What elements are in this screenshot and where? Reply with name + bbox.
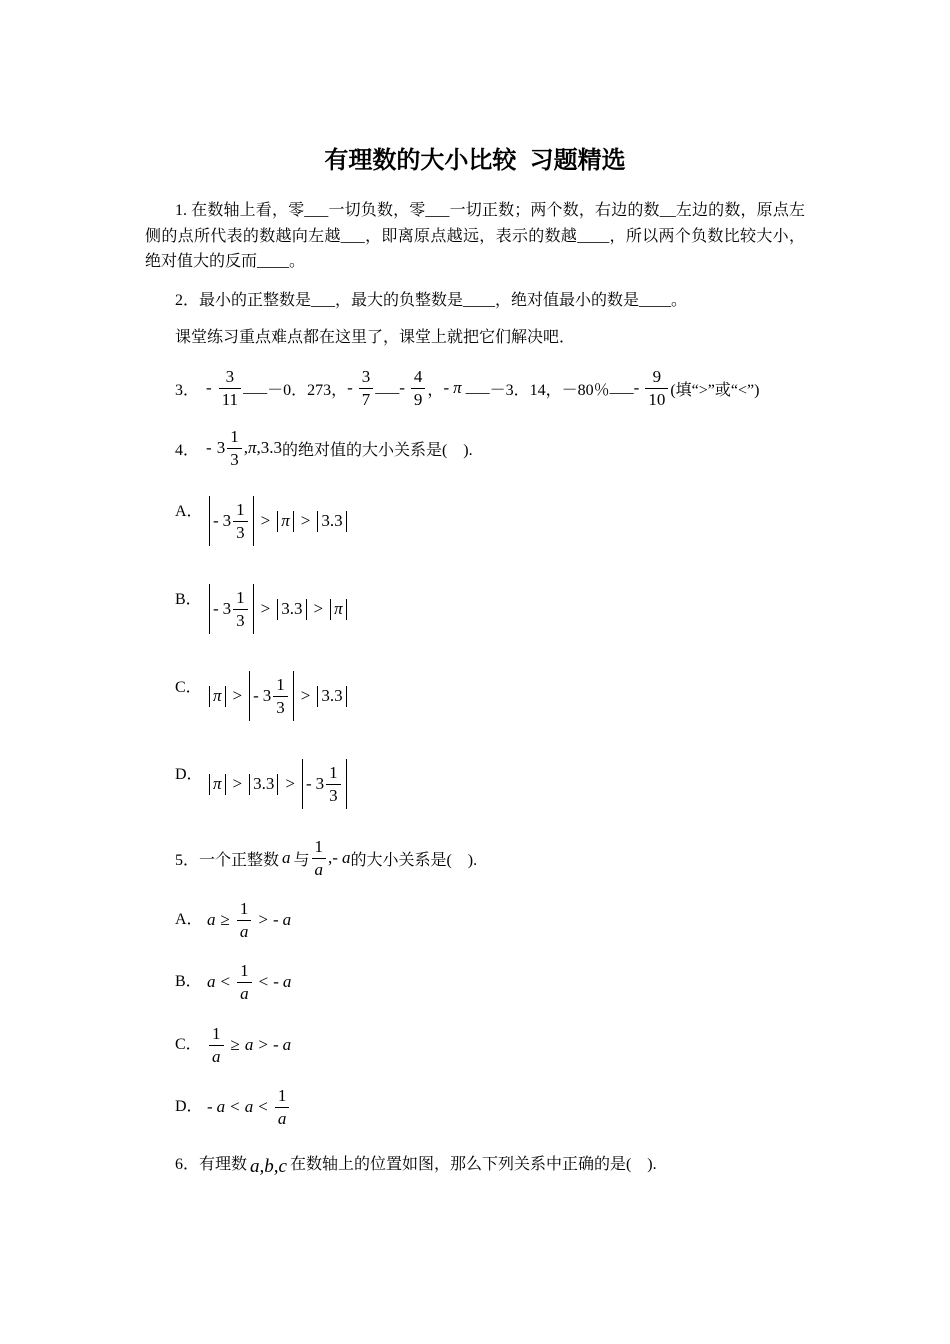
- question-4: [175, 424, 473, 472]
- q4-option-a-label: A．: [175, 503, 203, 520]
- minus-sign: -: [305, 774, 312, 793]
- minus-sign: -: [399, 378, 405, 397]
- less-than-sign: <: [258, 1097, 268, 1116]
- number-list: ,3.3: [256, 438, 282, 457]
- practice-note: 课堂练习重点难点都在这里了，课堂上就把它们解决吧．: [175, 328, 576, 346]
- numerator: 3: [219, 366, 241, 389]
- denominator: 3: [329, 785, 338, 805]
- q5-option-d-expression: [207, 1083, 291, 1131]
- greater-than-sign: >: [260, 511, 271, 530]
- absolute-value: [209, 496, 254, 546]
- question-text: ，: [427, 381, 444, 399]
- variables-abc: a,b,c: [250, 1156, 287, 1177]
- numerator: 1: [312, 836, 327, 859]
- variable-a: a: [282, 972, 292, 991]
- whole-part: 3: [216, 438, 226, 457]
- less-than-sign: <: [258, 972, 269, 991]
- answer-blank: ___: [609, 379, 634, 396]
- question-5: [175, 834, 477, 882]
- greater-than-sign: >: [300, 686, 311, 705]
- question-2: 2．最小的正整数是___，最大的负整数是____，绝对值最小的数是____。: [175, 291, 688, 309]
- less-than-sign: <: [220, 972, 231, 991]
- denominator: a: [277, 1108, 287, 1128]
- answer-blank: ___: [375, 379, 400, 396]
- denominator: 7: [361, 389, 371, 409]
- numerator: 1: [233, 587, 248, 610]
- question-6: [175, 1148, 657, 1176]
- numerator: 1: [233, 499, 248, 522]
- greater-than-sign: >: [285, 774, 295, 793]
- question-text: 的绝对值的大小关系是( ).: [281, 441, 473, 459]
- greater-than-sign: >: [232, 686, 243, 705]
- fraction: [411, 366, 426, 411]
- greater-equal-sign: ≥: [230, 1035, 240, 1054]
- minus-sign: -: [207, 1097, 213, 1116]
- greater-than-sign: >: [258, 910, 268, 929]
- variable-a: a: [216, 1097, 226, 1116]
- fraction: [209, 1023, 224, 1068]
- fraction: [645, 366, 668, 411]
- question-number: 4．: [175, 441, 200, 459]
- fill-instruction: (填“>”或“<”): [670, 381, 760, 399]
- variable-a: a: [282, 910, 292, 929]
- question-number: 3．: [175, 381, 200, 399]
- numerator: 3: [359, 366, 374, 389]
- q4-option-b-label: B．: [175, 591, 202, 608]
- question-text: 有理数: [199, 1155, 248, 1173]
- answer-blank: ___: [465, 379, 490, 396]
- variable-a: a: [244, 1035, 254, 1054]
- minus-sign: -: [206, 378, 212, 397]
- absolute-value: [209, 686, 226, 707]
- q4-option-a-expression: [207, 496, 349, 546]
- decimal-value: 3.3: [253, 774, 275, 793]
- separator: ,: [328, 848, 333, 867]
- page-title: 有理数的大小比较 习题精选: [324, 147, 626, 174]
- question-text: －3．14，－80％: [489, 381, 610, 399]
- whole-part: 3: [315, 774, 325, 793]
- answer-blank: ___: [243, 379, 268, 396]
- fraction: [359, 366, 374, 411]
- fraction: [237, 898, 252, 943]
- whole-part: 3: [222, 511, 232, 530]
- question-1-line-3: 绝对值大的反而____。: [145, 253, 306, 270]
- denominator: 11: [221, 389, 239, 409]
- greater-than-sign: >: [258, 1035, 268, 1054]
- denominator: 9: [413, 389, 423, 409]
- numerator: 1: [209, 1023, 224, 1046]
- denominator: 3: [236, 610, 245, 630]
- decimal-value: 3.3: [281, 599, 303, 618]
- question-1-line-2: 侧的点所代表的数越向左越___，即离原点越远，表示的数越____，所以两个负数比较大小，: [145, 227, 805, 245]
- denominator: a: [239, 921, 249, 941]
- q4-option-c-expression: [207, 671, 349, 721]
- fraction: [273, 674, 288, 719]
- variable-a: a: [282, 848, 291, 867]
- variable-a: a: [207, 910, 216, 929]
- absolute-value: [317, 511, 346, 532]
- denominator: a: [314, 859, 324, 879]
- denominator: 3: [236, 522, 245, 542]
- variable-a: a: [207, 972, 216, 991]
- question-text: 一个正整数: [199, 851, 280, 869]
- minus-sign: -: [272, 1035, 279, 1054]
- question-3: [175, 362, 759, 414]
- minus-sign: -: [213, 511, 219, 530]
- q5-option-a-label: A．: [175, 911, 203, 928]
- numerator: 1: [273, 674, 288, 697]
- absolute-value: [277, 599, 306, 620]
- question-text: 的大小关系是( ).: [350, 851, 478, 869]
- greater-than-sign: >: [260, 599, 271, 618]
- q4-option-c-label: C．: [175, 679, 202, 696]
- fraction: [219, 366, 241, 411]
- minus-sign: -: [347, 378, 353, 397]
- pi-symbol: π: [247, 438, 257, 457]
- numerator: 4: [411, 366, 426, 389]
- variable-a: a: [341, 848, 351, 867]
- minus-sign: -: [213, 599, 219, 618]
- separator: ,: [243, 438, 248, 457]
- question-text: 在数轴上的位置如图，那么下列关系中正确的是( ).: [289, 1155, 657, 1173]
- q5-option-d-label: D．: [175, 1098, 203, 1115]
- numerator: 1: [227, 426, 242, 449]
- numerator: 1: [326, 762, 341, 785]
- greater-than-sign: >: [232, 774, 243, 793]
- q4-option-b-expression: [207, 584, 349, 634]
- absolute-value: [277, 511, 294, 532]
- question-number: 6．: [175, 1155, 200, 1173]
- pi-symbol: π: [281, 511, 290, 530]
- absolute-value: [330, 599, 347, 620]
- greater-than-sign: >: [313, 599, 324, 618]
- absolute-value: [249, 774, 278, 795]
- absolute-value: [209, 584, 254, 634]
- q5-option-b-label: B．: [175, 973, 202, 990]
- minus-sign: -: [273, 972, 279, 991]
- numerator: 1: [237, 960, 252, 983]
- q4-option-d-label: D．: [175, 766, 203, 783]
- numerator: 1: [237, 898, 252, 921]
- minus-sign: -: [206, 438, 212, 457]
- q5-option-c-expression: [207, 1021, 291, 1069]
- less-than-sign: <: [230, 1097, 240, 1116]
- decimal-value: 3.3: [321, 686, 343, 705]
- question-1: [145, 198, 805, 275]
- fraction: [237, 960, 252, 1005]
- absolute-value: [302, 759, 347, 809]
- minus-sign: -: [253, 686, 259, 705]
- minus-sign: -: [443, 378, 450, 397]
- denominator: a: [212, 1046, 221, 1066]
- variable-a: a: [244, 1097, 254, 1116]
- denominator: 3: [230, 449, 239, 469]
- greater-than-sign: >: [300, 511, 311, 530]
- minus-sign: -: [272, 910, 279, 929]
- variable-a: a: [282, 1035, 292, 1054]
- minus-sign: -: [633, 378, 640, 397]
- numerator: 1: [275, 1085, 290, 1108]
- q4-option-d-expression: [207, 759, 349, 809]
- fraction: [227, 426, 242, 471]
- whole-part: 3: [262, 686, 272, 705]
- q5-option-a-expression: [207, 896, 291, 944]
- denominator: a: [240, 983, 249, 1003]
- denominator: 10: [648, 389, 666, 409]
- pi-symbol: π: [213, 774, 222, 793]
- question-number: 5．: [175, 851, 200, 869]
- fraction: [275, 1085, 290, 1130]
- question-text: 与: [293, 851, 310, 869]
- denominator: 3: [276, 697, 285, 717]
- absolute-value: [249, 671, 294, 721]
- pi-symbol: π: [453, 378, 462, 397]
- question-1-line-1: 1. 在数轴上看，零___一切负数，零___一切正数；两个数，右边的数__左边的数，原点左: [175, 202, 805, 219]
- greater-equal-sign: ≥: [220, 910, 230, 929]
- fraction: [233, 587, 248, 632]
- fraction: [233, 499, 248, 544]
- minus-sign: -: [332, 848, 338, 867]
- q5-option-c-label: C．: [175, 1036, 202, 1053]
- question-text: －0．273，: [267, 381, 348, 399]
- fraction: [312, 836, 327, 881]
- pi-symbol: π: [213, 686, 222, 705]
- fraction: [326, 762, 341, 807]
- absolute-value: [209, 774, 226, 795]
- absolute-value: [317, 686, 346, 707]
- numerator: 9: [645, 366, 668, 389]
- decimal-value: 3.3: [321, 511, 343, 530]
- q5-option-b-expression: [207, 958, 291, 1006]
- whole-part: 3: [222, 599, 232, 618]
- pi-symbol: π: [334, 599, 343, 618]
